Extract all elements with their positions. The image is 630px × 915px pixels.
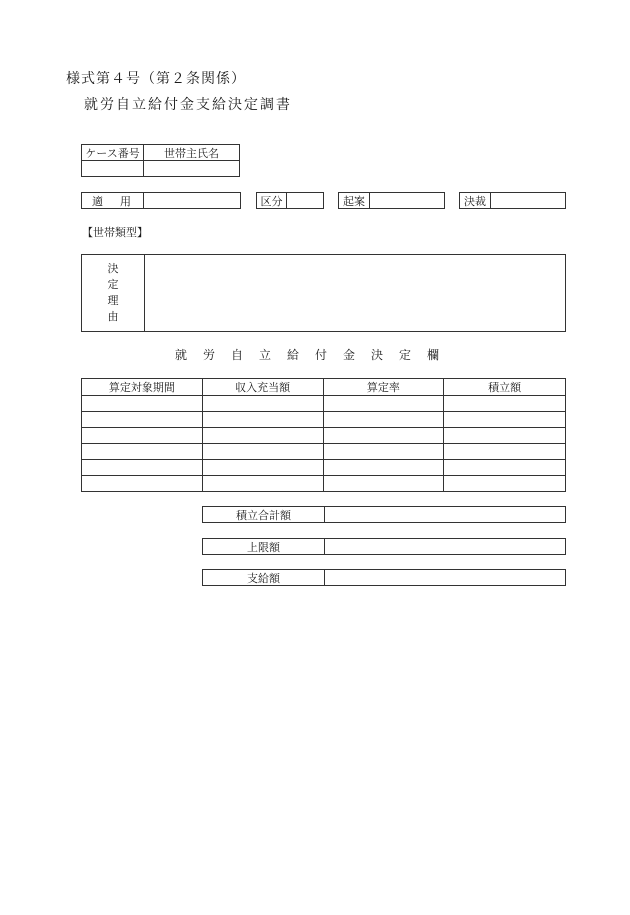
column-header-income: 収入充当額 — [202, 379, 323, 396]
payment-label: 支給額 — [247, 571, 280, 585]
table-cell[interactable] — [444, 476, 566, 492]
table-cell[interactable] — [323, 396, 444, 412]
table-cell[interactable] — [82, 412, 203, 428]
decision-reason-label-area — [82, 255, 144, 331]
table-row — [82, 428, 566, 444]
category-field[interactable] — [287, 193, 323, 208]
decision-reason-label — [103, 261, 123, 325]
label-char: 理 — [107, 294, 119, 307]
label-char: 定 — [107, 278, 119, 291]
table-cell[interactable] — [323, 444, 444, 460]
column-header-period: 算定対象期間 — [82, 379, 203, 396]
head-name-label: 世帯主氏名 — [143, 144, 240, 161]
table-cell[interactable] — [202, 396, 323, 412]
table-cell[interactable] — [323, 412, 444, 428]
label-char: 決 — [107, 262, 119, 275]
table-cell[interactable] — [444, 460, 566, 476]
form-number: 様式第４号（第２条関係） — [66, 71, 246, 87]
payment-field[interactable] — [325, 570, 565, 585]
table-cell[interactable] — [202, 444, 323, 460]
apply-label: 適 用 — [92, 194, 134, 208]
apply-field[interactable] — [144, 193, 240, 208]
category-box — [256, 192, 324, 209]
table-row — [82, 444, 566, 460]
table-cell[interactable] — [444, 396, 566, 412]
total-field[interactable] — [325, 507, 565, 522]
table-cell[interactable] — [202, 476, 323, 492]
table-row — [82, 460, 566, 476]
head-name-field[interactable] — [143, 160, 240, 177]
payment-row — [202, 569, 566, 586]
table-row — [82, 476, 566, 492]
column-header-rate: 算定率 — [323, 379, 444, 396]
calc-table-header — [82, 379, 566, 396]
approval-label: 決裁 — [464, 194, 486, 208]
approval-field[interactable] — [491, 193, 565, 208]
draft-field[interactable] — [370, 193, 444, 208]
table-cell[interactable] — [82, 460, 203, 476]
decision-reason-field[interactable] — [145, 255, 565, 331]
table-cell[interactable] — [444, 428, 566, 444]
table-cell[interactable] — [323, 460, 444, 476]
table-cell[interactable] — [202, 460, 323, 476]
cap-label: 上限額 — [247, 540, 280, 554]
calc-table — [81, 378, 566, 492]
table-cell[interactable] — [323, 476, 444, 492]
label-char: 由 — [107, 310, 119, 323]
decision-section-title: 就労自立給付金決定欄 — [174, 348, 455, 362]
table-cell[interactable] — [444, 444, 566, 460]
table-cell[interactable] — [82, 444, 203, 460]
column-header-accumulated: 積立額 — [444, 379, 566, 396]
table-cell[interactable] — [202, 412, 323, 428]
decision-reason-box — [81, 254, 566, 332]
page-title: 就労自立給付金支給決定調書 — [84, 97, 292, 113]
total-label: 積立合計額 — [236, 508, 291, 522]
approval-box — [459, 192, 566, 209]
table-cell[interactable] — [82, 396, 203, 412]
apply-box — [81, 192, 241, 209]
table-cell[interactable] — [202, 428, 323, 444]
table-cell[interactable] — [444, 412, 566, 428]
cap-field[interactable] — [325, 539, 565, 554]
cap-row — [202, 538, 566, 555]
case-number-field[interactable] — [81, 160, 144, 177]
table-cell[interactable] — [82, 428, 203, 444]
table-cell[interactable] — [323, 428, 444, 444]
draft-box — [338, 192, 445, 209]
table-row — [82, 412, 566, 428]
case-number-label: ケース番号 — [81, 144, 144, 161]
table-row — [82, 396, 566, 412]
household-type-label: 【世帯類型】 — [82, 226, 148, 239]
table-cell[interactable] — [82, 476, 203, 492]
draft-label: 起案 — [343, 194, 365, 208]
category-label: 区分 — [260, 194, 283, 208]
total-row — [202, 506, 566, 523]
